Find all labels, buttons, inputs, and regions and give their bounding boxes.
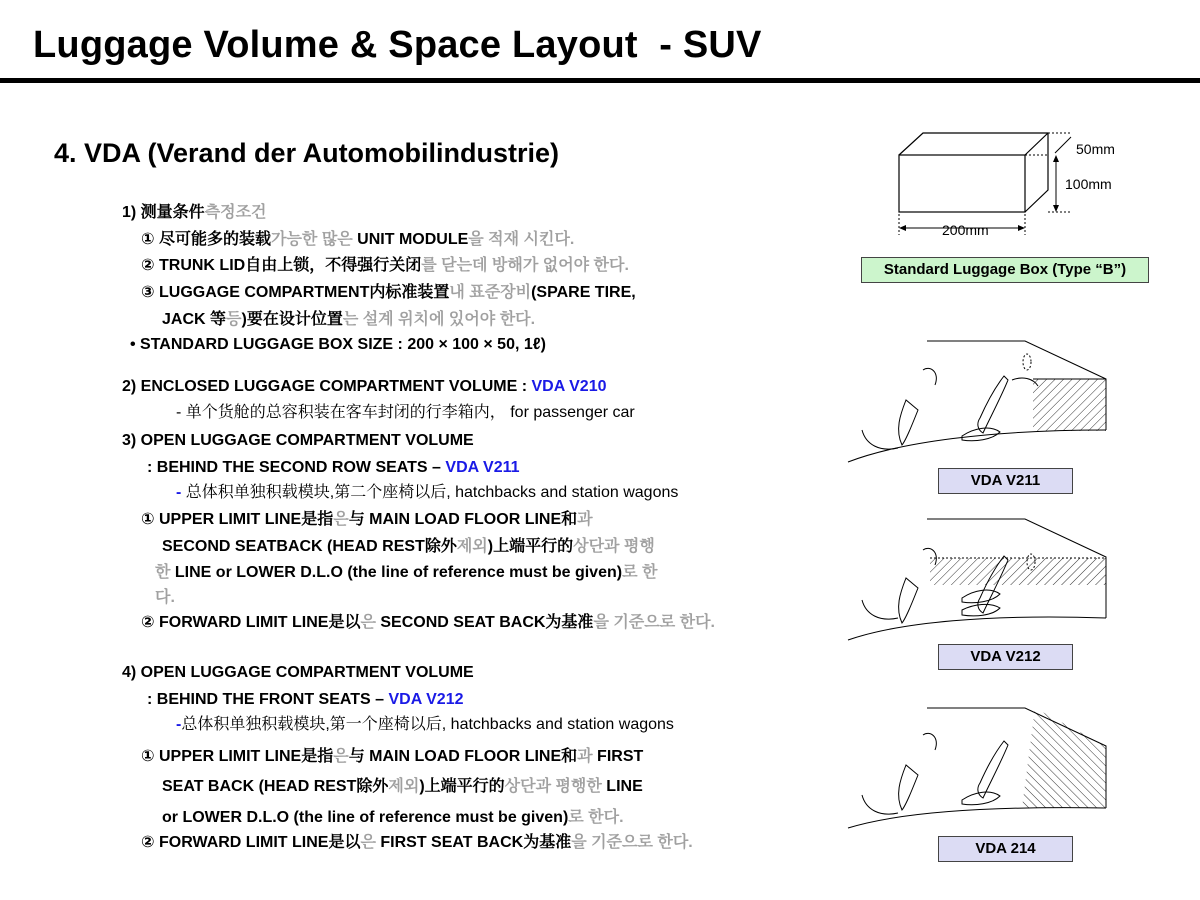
open-front-item-1-l2: SEAT BACK (HEAD REST除外제외)上端平行的상단과 평행한 LINE	[162, 778, 643, 795]
vda-v211-label: VDA V211	[938, 468, 1073, 494]
slide-title: Luggage Volume & Space Layout - SUV	[33, 24, 762, 66]
open-front-item-1-l3: or LOWER D.L.O (the line of reference must be given)로 한다.	[162, 809, 624, 826]
luggage-box-figure	[899, 133, 1071, 235]
open-front-behind: : BEHIND THE FRONT SEATS – VDA V212	[147, 691, 464, 708]
conditions-item-1: ① 尽可能多的装载가능한 많은 UNIT MODULE을 적재 시킨다.	[141, 231, 575, 248]
box-dim-height: 50mm	[1076, 141, 1115, 157]
enclosed-sub: - 单个货舱的总容积装在客车封闭的行李箱内， for passenger car	[176, 404, 635, 421]
vda-v211-figure	[848, 341, 1106, 462]
open-second-item-1-l4: 다.	[155, 589, 175, 606]
vda-v210-code: VDA V210	[531, 378, 607, 395]
box-size-bullet: • STANDARD LUGGAGE BOX SIZE : 200 × 100 × 50, 1ℓ)	[130, 336, 546, 353]
vda-v211-code: VDA V211	[445, 459, 520, 476]
open-second-item-1-l3: 한 LINE or LOWER D.L.O (the line of reference must be given)로 한	[155, 564, 658, 581]
section-heading: 4. VDA (Verand der Automobilindustrie)	[54, 138, 560, 168]
vda-v212-figure	[848, 519, 1106, 640]
vda-214-label: VDA 214	[938, 836, 1073, 862]
open-second-behind: : BEHIND THE SECOND ROW SEATS – VDA V211	[147, 459, 520, 476]
open-second-heading: 3) OPEN LUGGAGE COMPARTMENT VOLUME	[122, 432, 474, 449]
open-second-item-1-l2: SECOND SEATBACK (HEAD REST除外제외)上端平行的상단과 평행	[162, 538, 655, 555]
open-second-item-2: ② FORWARD LIMIT LINE是以은 SECOND SEAT BACK为基准을 기준으로 한다.	[141, 614, 715, 631]
enclosed-heading: 2) ENCLOSED LUGGAGE COMPARTMENT VOLUME : VDA V210	[122, 378, 607, 395]
conditions-item-2: ② TRUNK LID自由上锁，不得强行关闭를 닫는데 방해가 없어야 한다.	[141, 257, 629, 274]
conditions-item-3: ③ LUGGAGE COMPARTMENT内标准装置내 표준장비(SPARE TIRE,	[141, 284, 636, 301]
open-front-heading: 4) OPEN LUGGAGE COMPARTMENT VOLUME	[122, 664, 474, 681]
open-front-item-1: ① UPPER LIMIT LINE是指은与 MAIN LOAD FLOOR LINE和과 FIRST	[141, 748, 644, 765]
open-second-item-1: ① UPPER LIMIT LINE是指은与 MAIN LOAD FLOOR LINE和과	[141, 511, 593, 528]
vda-v212-code: VDA V212	[388, 691, 464, 708]
luggage-box-label: Standard Luggage Box (Type “B”)	[861, 257, 1149, 283]
conditions-item-3-cont: JACK 等등)要在设计位置는 설계 위치에 있어야 한다.	[162, 311, 536, 328]
box-dim-width: 200mm	[942, 222, 989, 238]
open-front-item-2: ② FORWARD LIMIT LINE是以은 FIRST SEAT BACK为基准을 기준으로 한다.	[141, 834, 693, 851]
open-front-sub: -总体积单独积载模块,第一个座椅以后, hatchbacks and station wagons	[176, 716, 674, 733]
box-dim-depth: 100mm	[1065, 176, 1112, 192]
open-second-sub: - 总体积单独积载模块,第二个座椅以后, hatchbacks and station wagons	[176, 484, 679, 501]
vda-v212-label: VDA V212	[938, 644, 1073, 670]
conditions-heading: 1) 测量条件측정조건	[122, 204, 267, 221]
vda-214-figure	[848, 708, 1106, 828]
